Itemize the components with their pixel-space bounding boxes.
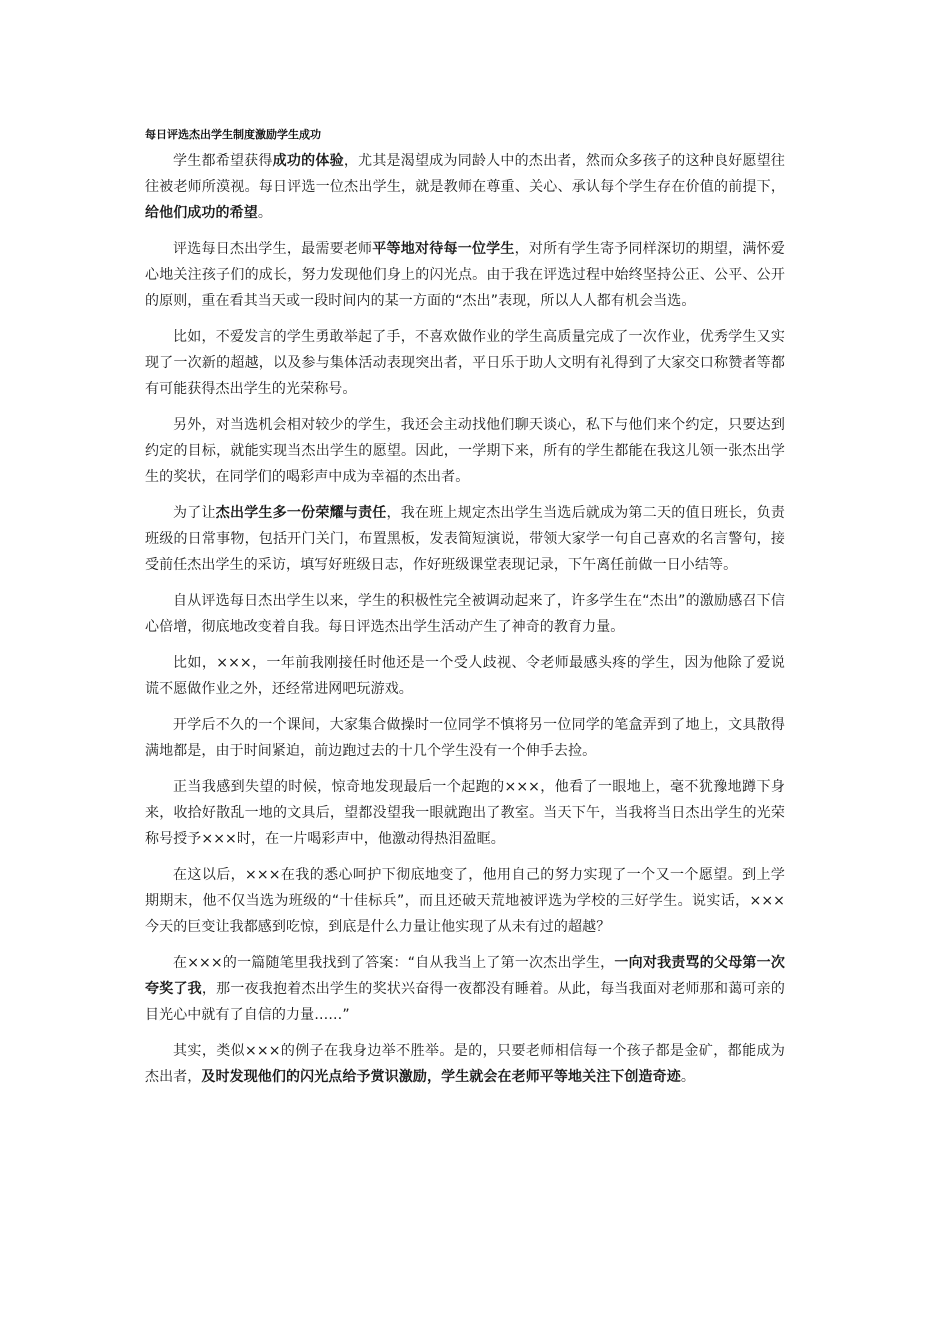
paragraph-11 bbox=[145, 950, 785, 1028]
paragraph-4 bbox=[145, 412, 785, 490]
paragraph-text: 其实，类似×××的例子在我身边举不胜举。是的，只要老师相信每一个孩子都是金矿，都能成为杰出者， bbox=[145, 1043, 785, 1085]
emphasis-text: 及时发现他们的闪光点给予赏识激励，学生就会在老师平等地关注下创造奇迹 bbox=[201, 1069, 681, 1085]
paragraph-text: 为了让 bbox=[173, 505, 216, 521]
paragraph-text: ，我在班上规定杰出学生当选后就成为第二天的值日班长，负责班级的日常事物，包括开门关门，布置黑板，发表简短演说，带领大家学一句自己喜欢的名言警句，接受前任杰出学生的采访，填写好班级日志，作好班级课堂表现记录，下午离任前做一日小结等。 bbox=[145, 505, 785, 573]
paragraph-text: 开学后不久的一个课间，大家集合做操时一位同学不慎将另一位同学的笔盒弄到了地上，文具散得满地都是，由于时间紧迫，前边跑过去的十几个学生没有一个伸手去捡。 bbox=[145, 717, 785, 759]
paragraph-text: 正当我感到失望的时候，惊奇地发现最后一个起跑的×××，他看了一眼地上，毫不犹豫地蹲下身来，收拾好散乱一地的文具后，望都没望我一眼就跑出了教室。当天下午，当我将当日杰出学生的光荣称号授予×××时，在一片喝彩声中，他激动得热泪盈眶。 bbox=[145, 779, 785, 847]
paragraph-text: ，对所有学生寄予同样深切的期望，满怀爱心地关注孩子们的成长，努力发现他们身上的闪光点。由于我在评选过程中始终坚持公正、公平、公开的原则，重在看其当天或一段时间内的某一方面的“杰出”表现，所以人人都有机会当选。 bbox=[145, 241, 785, 309]
document-title: 每日评选杰出学生制度激励学生成功 bbox=[145, 128, 321, 141]
paragraph-10 bbox=[145, 862, 785, 940]
paragraph-text: ，那一夜我抱着杰出学生的奖状兴奋得一夜都没有睡着。从此，每当我面对老师那和蔼可亲的目光心中就有了自信的力量……” bbox=[145, 981, 785, 1023]
emphasis-text: 给他们成功的希望 bbox=[145, 205, 258, 221]
paragraph-1 bbox=[145, 148, 785, 226]
paragraph-2 bbox=[145, 236, 785, 314]
emphasis-text: 平等地对待每一位学生 bbox=[372, 241, 515, 257]
paragraph-text: 评选每日杰出学生，最需要老师 bbox=[173, 241, 373, 257]
paragraph-text: 学生都希望获得 bbox=[173, 153, 273, 169]
paragraph-12 bbox=[145, 1038, 785, 1090]
paragraph-text: 。 bbox=[257, 205, 272, 221]
paragraph-9 bbox=[145, 774, 785, 852]
emphasis-text: 一向对我责骂的父母第一次夸奖了我 bbox=[145, 955, 785, 997]
paragraph-text: 自从评选每日杰出学生以来，学生的积极性完全被调动起来了，许多学生在“杰出”的激励感召下信心倍增，彻底地改变着自我。每日评选杰出学生活动产生了神奇的教育力量。 bbox=[145, 593, 785, 635]
paragraph-text: 另外，对当选机会相对较少的学生，我还会主动找他们聊天谈心，私下与他们来个约定，只要达到约定的目标，就能实现当杰出学生的愿望。因此，一学期下来，所有的学生都能在我这儿领一张杰出学生的奖状，在同学们的喝彩声中成为幸福的杰出者。 bbox=[145, 417, 785, 485]
paragraph-text: 。 bbox=[680, 1069, 695, 1085]
paragraph-text: 比如，不爱发言的学生勇敢举起了手，不喜欢做作业的学生高质量完成了一次作业，优秀学生又实现了一次新的超越，以及参与集体活动表现突出者，平日乐于助人文明有礼得到了大家交口称赞者等都有可能获得杰出学生的光荣称号。 bbox=[145, 329, 785, 397]
paragraph-5 bbox=[145, 500, 785, 578]
paragraph-text: 在×××的一篇随笔里我找到了答案：“自从我当上了第一次杰出学生， bbox=[173, 955, 615, 971]
document-page bbox=[145, 126, 785, 1100]
paragraph-6 bbox=[145, 588, 785, 640]
paragraph-text: ，尤其是渴望成为同龄人中的杰出者，然而众多孩子的这种良好愿望往往被老师所漠视。每日评选一位杰出学生，就是教师在尊重、关心、承认每个学生存在价值的前提下， bbox=[145, 153, 786, 195]
paragraph-7 bbox=[145, 650, 785, 702]
paragraph-8 bbox=[145, 712, 785, 764]
document-body bbox=[145, 148, 785, 1090]
emphasis-text: 杰出学生多一份荣耀与责任 bbox=[215, 505, 387, 521]
paragraph-text: 比如，×××，一年前我刚接任时他还是一个受人歧视、令老师最感头疼的学生，因为他除了爱说谎不愿做作业之外，还经常进网吧玩游戏。 bbox=[145, 655, 785, 697]
paragraph-3 bbox=[145, 324, 785, 402]
emphasis-text: 成功的体验 bbox=[272, 153, 344, 169]
paragraph-text: 在这以后，×××在我的悉心呵护下彻底地变了，他用自己的努力实现了一个又一个愿望。到上学期期末，他不仅当选为班级的“十佳标兵”，而且还破天荒地被评选为学校的三好学生。说实话，×××今天的巨变让我都感到吃惊，到底是什么力量让他实现了从未有过的超越？ bbox=[145, 867, 785, 935]
